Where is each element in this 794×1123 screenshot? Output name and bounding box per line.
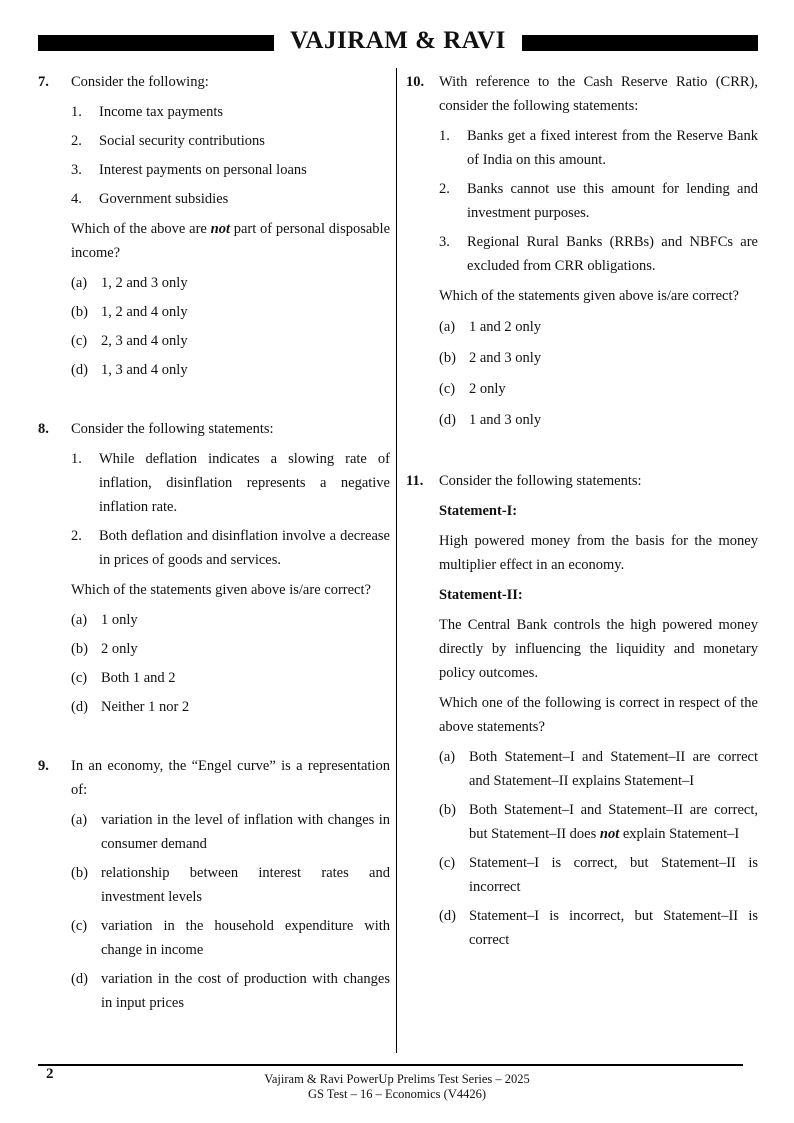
item-text: Income tax payments (99, 104, 224, 120)
option-label: (c) (71, 918, 88, 934)
option-label: (a) (71, 275, 88, 291)
option-text: 2 and 3 only (469, 350, 542, 366)
option-text: 2 only (469, 381, 506, 397)
item-number: 1. (439, 128, 450, 144)
answer-option-c[interactable] (71, 666, 390, 690)
statement-item (439, 230, 758, 278)
option-text: 1, 2 and 4 only (101, 304, 188, 320)
item-text: Regional Rural Banks (RRBs) and NBFCs are excluded from CRR obligations. (467, 234, 758, 274)
option-label: (a) (439, 319, 456, 335)
item-number: 3. (71, 162, 82, 178)
item-number: 3. (439, 234, 450, 250)
item-text: Social security contributions (99, 133, 265, 149)
option-label: (c) (439, 855, 456, 871)
option-label: (c) (71, 333, 88, 349)
answer-option-b[interactable] (71, 300, 390, 324)
statement-item (71, 524, 390, 572)
followup-text: part of personal disposable income? (71, 221, 391, 261)
question-stem: With reference to the Cash Reserve Ratio (CRR), consider the following statements: (439, 74, 758, 114)
item-text: Interest payments on personal loans (99, 162, 307, 178)
answer-option-a[interactable] (71, 808, 390, 856)
option-text: 1 only (101, 612, 138, 628)
header-title: VAJIRAM & RAVI (290, 27, 506, 54)
left-column (38, 70, 390, 1020)
followup-text: Which of the above are (71, 221, 207, 237)
statement-2-text: The Central Bank controls the high powered money directly by influencing the liquidity and monetary policy outcomes. (439, 617, 758, 681)
answer-option-a[interactable] (71, 271, 390, 295)
question-number: 9. (38, 758, 49, 774)
item-text: Banks get a fixed interest from the Reserve Bank of India on this amount. (467, 128, 758, 168)
statement-1-text: High powered money from the basis for the money multiplier effect in an economy. (439, 533, 758, 573)
option-text: Statement–I is incorrect, but Statement–II is correct (469, 908, 758, 948)
item-number: 2. (71, 133, 82, 149)
question-number: 10. (406, 74, 425, 90)
statement-item (439, 177, 758, 225)
option-label: (d) (439, 908, 456, 924)
question-stem: Consider the following statements: (439, 473, 642, 489)
question-8 (38, 417, 390, 719)
option-label: (c) (71, 670, 88, 686)
footer-line-2: GS Test – 16 – Economics (V4426) (307, 1087, 487, 1101)
option-label: (a) (439, 749, 456, 765)
option-text: Statement–I is correct, but Statement–II is incorrect (469, 855, 758, 895)
option-text: variation in the household expenditure with change in income (101, 918, 390, 958)
item-number: 2. (71, 528, 82, 544)
question-11 (406, 469, 758, 952)
option-label: (d) (71, 971, 88, 987)
option-text: variation in the cost of production with changes in input prices (101, 971, 390, 1011)
footer-line-1: Vajiram & Ravi PowerUp Prelims Test Series – 2025 (264, 1072, 530, 1086)
question-stem: In an economy, the “Engel curve” is a representation of: (71, 758, 390, 798)
question-number: 11. (406, 473, 424, 489)
right-column (406, 70, 758, 957)
option-text: 1, 2 and 3 only (101, 275, 188, 291)
question-stem: Consider the following: (71, 74, 209, 90)
option-text: 2, 3 and 4 only (101, 333, 188, 349)
option-text: 1, 3 and 4 only (101, 362, 188, 378)
statement-2-label: Statement-II: (439, 587, 523, 603)
answer-option-c[interactable] (439, 851, 758, 899)
item-number: 4. (71, 191, 82, 207)
option-text: 1 and 3 only (469, 412, 542, 428)
answer-option-b[interactable] (439, 798, 758, 846)
answer-option-d[interactable] (71, 358, 390, 382)
statement-1-label: Statement-I: (439, 503, 518, 519)
statement-item (71, 187, 390, 211)
page-header (38, 28, 758, 58)
answer-option-a[interactable] (71, 608, 390, 632)
page-number: 2 (46, 1066, 54, 1082)
option-text: 2 only (101, 641, 138, 657)
question-followup: Which one of the following is correct in respect of the above statements? (439, 695, 758, 735)
answer-option-c[interactable] (71, 329, 390, 353)
question-10 (406, 70, 758, 432)
emphasis-word: not (210, 221, 230, 237)
option-text: Both Statement–I and Statement–II are correct and Statement–II explains Statement–I (469, 749, 758, 789)
header-bar-left (38, 35, 274, 51)
option-text: relationship between interest rates and investment levels (101, 865, 390, 905)
answer-option-c[interactable] (71, 914, 390, 962)
item-number: 2. (439, 181, 450, 197)
question-followup (71, 217, 390, 265)
option-label: (b) (439, 802, 456, 818)
question-followup: Which of the statements given above is/are correct? (439, 288, 739, 304)
option-text: Both Statement–I and Statement–II are correct, but Statement–II does (469, 802, 758, 842)
answer-option-b[interactable] (71, 637, 390, 661)
question-7 (38, 70, 390, 382)
option-label: (a) (71, 612, 88, 628)
footer-rule (38, 1064, 743, 1066)
option-label: (c) (439, 381, 456, 397)
question-number: 8. (38, 421, 49, 437)
page-footer (0, 1072, 794, 1102)
statement-item (71, 129, 390, 153)
item-text: Banks cannot use this amount for lending and investment purposes. (467, 181, 758, 221)
item-text: Both deflation and disinflation involve a decrease in prices of goods and services. (99, 528, 390, 568)
answer-option-d[interactable] (71, 695, 390, 719)
answer-option-d[interactable] (71, 967, 390, 1015)
option-text: explain Statement–I (622, 826, 740, 842)
item-number: 1. (71, 451, 82, 467)
answer-option-a[interactable] (439, 315, 758, 339)
option-label: (b) (71, 865, 88, 881)
answer-option-a[interactable] (439, 745, 758, 793)
question-9 (38, 754, 390, 1015)
option-label: (d) (71, 699, 88, 715)
answer-option-d[interactable] (439, 904, 758, 952)
question-number: 7. (38, 74, 49, 90)
question-stem: Consider the following statements: (71, 421, 274, 437)
option-label: (d) (439, 412, 456, 428)
option-label: (b) (439, 350, 456, 366)
option-label: (b) (71, 304, 88, 320)
question-followup: Which of the statements given above is/are correct? (71, 582, 371, 598)
option-label: (d) (71, 362, 88, 378)
header-bar-right (522, 35, 758, 51)
statement-item (71, 447, 390, 519)
option-text: Both 1 and 2 (101, 670, 176, 686)
statement-item (71, 158, 390, 182)
emphasis-word: not (599, 826, 620, 842)
option-label: (b) (71, 641, 88, 657)
statement-item (71, 100, 390, 124)
item-number: 1. (71, 104, 82, 120)
answer-option-c[interactable] (439, 377, 758, 401)
answer-option-b[interactable] (71, 861, 390, 909)
option-text: variation in the level of inflation with changes in consumer demand (101, 812, 390, 852)
column-divider (396, 68, 397, 1053)
option-text: 1 and 2 only (469, 319, 542, 335)
item-text: Government subsidies (99, 191, 229, 207)
option-label: (a) (71, 812, 88, 828)
answer-option-b[interactable] (439, 346, 758, 370)
answer-option-d[interactable] (439, 408, 758, 432)
statement-item (439, 124, 758, 172)
option-text: Neither 1 nor 2 (101, 699, 190, 715)
item-text: While deflation indicates a slowing rate of inflation, disinflation represents a negative inflation rate. (99, 451, 390, 515)
